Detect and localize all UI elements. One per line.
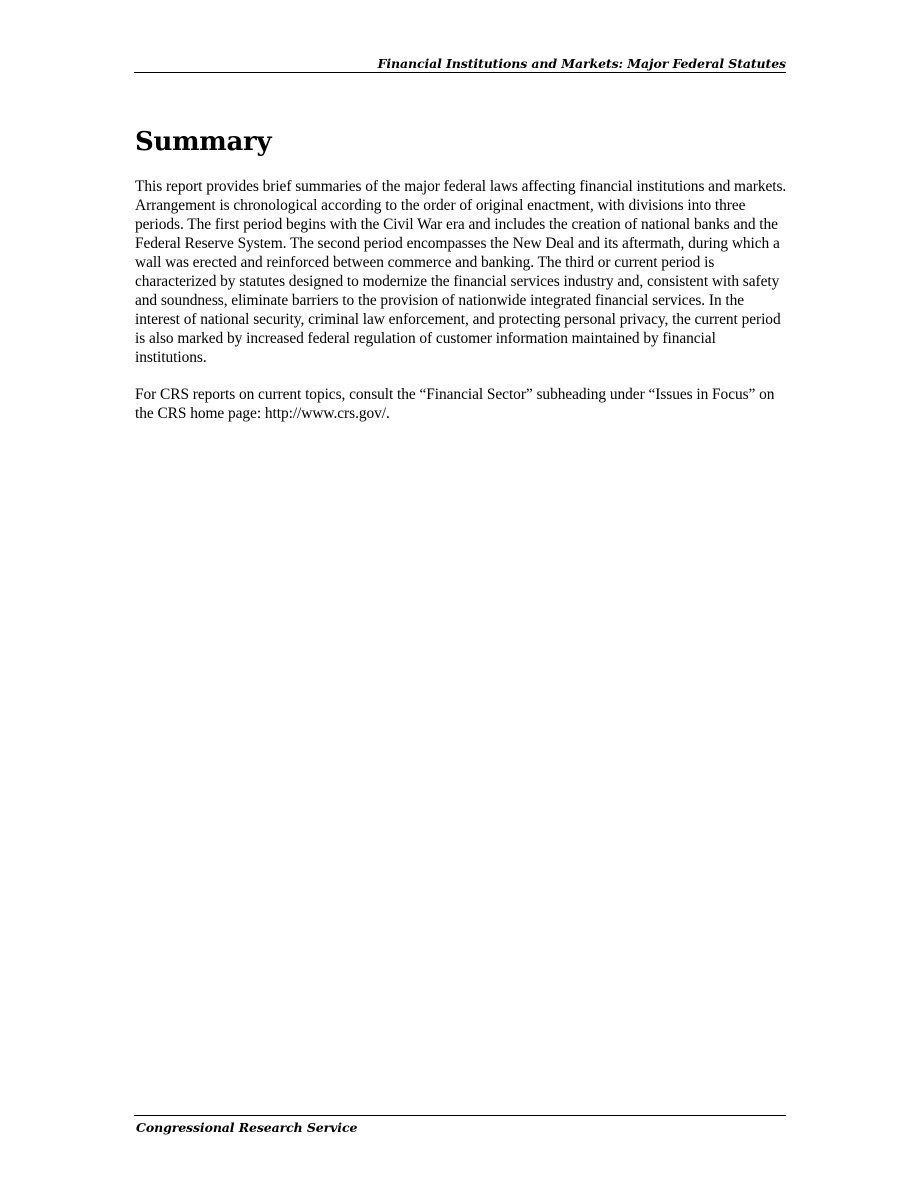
footer-rule bbox=[134, 1115, 786, 1116]
header-rule bbox=[134, 72, 786, 73]
summary-paragraph-2: For CRS reports on current topics, consult the “Financial Sector” subheading under “Issues in Focus” on the CRS home page: http://www.crs.gov/. bbox=[135, 386, 775, 422]
running-header: Financial Institutions and Markets: Major Federal Statutes bbox=[377, 56, 786, 71]
running-footer: Congressional Research Service bbox=[136, 1120, 358, 1135]
summary-paragraph-1: This report provides brief summaries of the major federal laws affecting financial institutions and markets. Arrangement is chronological according to the order of original enactment, with divisions into three periods. The first period begins with the Civil War era and includes the creation of national banks and the Federal Reserve System. The second period encompasses the New Deal and its aftermath, during which a wall was erected and reinforced between commerce and banking. The third or current period is characterized by statutes designed to modernize the financial services industry and, consistent with safety and soundness, eliminate barriers to the provision of nationwide integrated financial services. In the interest of national security, criminal law enforcement, and protecting personal privacy, the current period is also marked by increased federal regulation of customer information maintained by financial institutions. bbox=[135, 178, 787, 366]
section-heading-summary: Summary bbox=[135, 127, 272, 157]
